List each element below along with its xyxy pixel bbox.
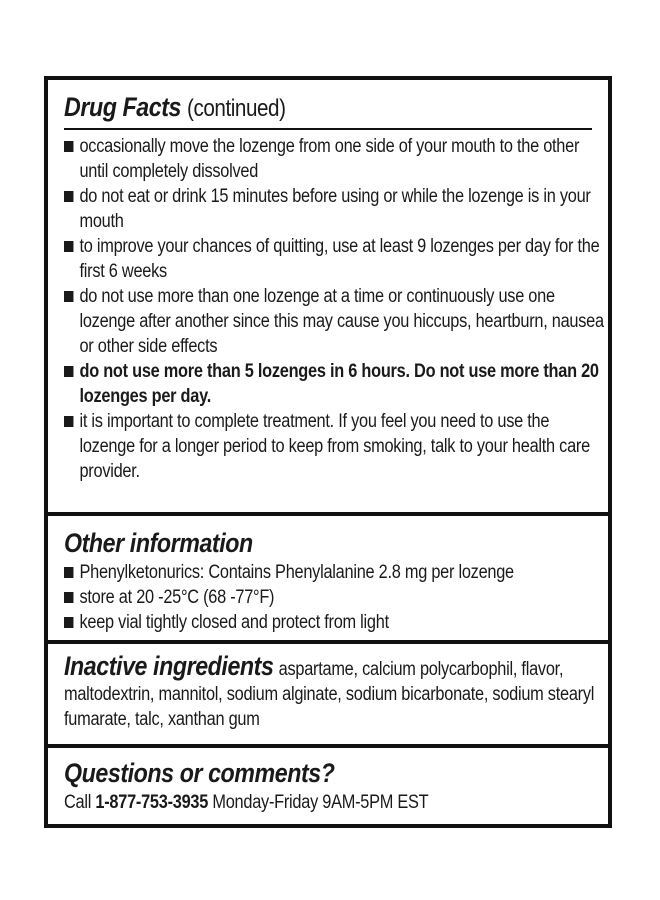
questions-heading: Questions or comments? [64, 758, 335, 788]
bullet-square-icon [64, 416, 73, 427]
drug-facts-title: Drug Facts [64, 92, 181, 122]
inactive-ingredients-section [64, 651, 595, 746]
list-item-text: do not use more than one lozenge at a time or continuously use one lozenge after another since this may cause you hiccups, heartburn, nausea or other side effects [79, 286, 604, 357]
bullet-square-icon [64, 291, 73, 302]
bullet-square-icon [64, 617, 73, 628]
inactive-ingredients-text: aspartame, calcium polycarbophil, flavor, maltodextrin, mannitol, sodium alginate, sodium bicarbonate, sodium stearyl fumarate, talc, xanthan gum [64, 659, 595, 730]
phone-number: 1-877-753-3935 [95, 792, 209, 813]
contact-hours: Monday-Friday 9AM-5PM EST [212, 792, 429, 813]
list-item-warning [64, 359, 606, 409]
other-information-list [64, 560, 606, 635]
list-item-text: keep vial tightly closed and protect from light [79, 612, 389, 633]
list-item [64, 560, 606, 585]
list-item-text: do not eat or drink 15 minutes before using or while the lozenge is in your mouth [79, 186, 591, 232]
list-item-text: store at 20 -25°C (68 -77°F) [79, 587, 275, 608]
contact-prefix: Call [64, 792, 92, 813]
list-item [64, 409, 606, 484]
directions-list [64, 134, 606, 484]
list-item-text: Phenylketonurics: Contains Phenylalanine 2.8 mg per lozenge [79, 562, 514, 583]
bullet-square-icon [64, 567, 73, 578]
list-item-text: occasionally move the lozenge from one side of your mouth to the other until completely dissolved [79, 136, 580, 182]
drug-facts-heading [64, 90, 518, 126]
drug-facts-title-suffix: (continued) [187, 95, 286, 122]
drug-facts-label [44, 76, 612, 828]
drug-facts-section [64, 90, 604, 514]
bullet-square-icon [64, 592, 73, 603]
list-item-text: do not use more than 5 lozenges in 6 hours. Do not use more than 20 lozenges per day. [79, 361, 599, 407]
other-information-heading: Other information [64, 528, 253, 558]
list-item-text: it is important to complete treatment. If you feel you need to use the lozenge for a longer period to keep from smoking, talk to your health care provider. [79, 411, 590, 482]
heading-rule [64, 128, 592, 130]
bullet-square-icon [64, 366, 73, 377]
list-item [64, 234, 606, 284]
bullet-square-icon [64, 141, 73, 152]
list-item [64, 184, 606, 234]
list-item [64, 610, 606, 635]
inactive-ingredients-heading: Inactive ingredients [64, 651, 274, 681]
list-item [64, 585, 606, 610]
list-item [64, 134, 606, 184]
list-item [64, 284, 606, 359]
other-information-section [64, 526, 592, 642]
section-divider [48, 512, 608, 516]
section-divider [48, 744, 608, 748]
bullet-square-icon [64, 191, 73, 202]
bullet-square-icon [64, 241, 73, 252]
contact-line [64, 790, 606, 815]
list-item-text: to improve your chances of quitting, use at least 9 lozenges per day for the first 6 weeks [79, 236, 600, 282]
section-divider [48, 640, 608, 644]
questions-section [64, 756, 592, 820]
inactive-ingredients-paragraph [64, 651, 606, 732]
